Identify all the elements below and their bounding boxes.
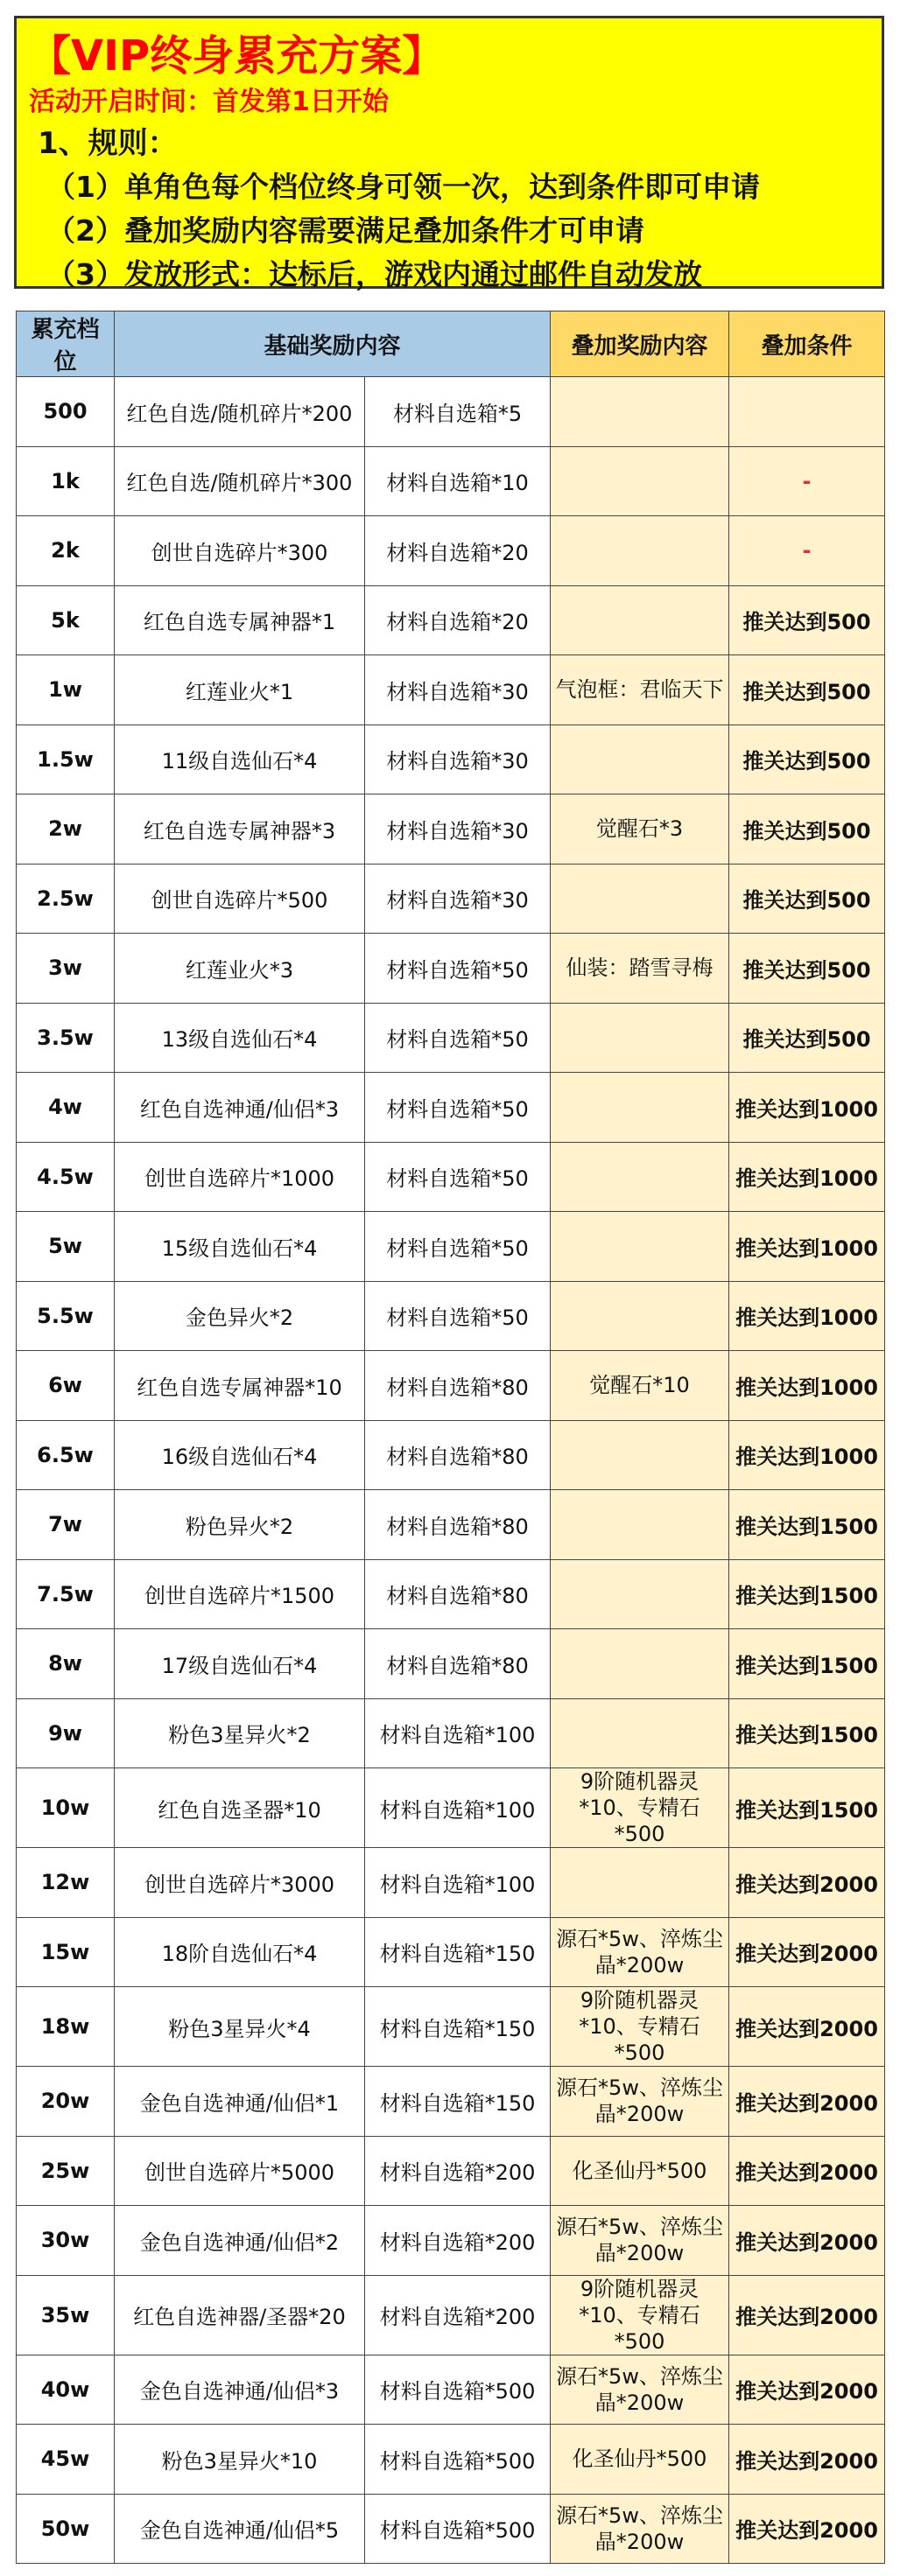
material-reward-cell: 材料自选箱*80 [365, 1629, 551, 1699]
condition-cell: 推关达到2000 [729, 2355, 885, 2425]
table-row [17, 1142, 885, 1212]
condition-cell: 推关达到2000 [729, 2067, 885, 2137]
base-reward-cell: 创世自选碎片*300 [115, 516, 365, 586]
table-row [17, 1212, 885, 1282]
condition-cell: 推关达到1000 [729, 1212, 885, 1282]
table-row [17, 377, 885, 447]
tier-cell: 500 [17, 377, 115, 447]
condition-cell: 推关达到1500 [729, 1698, 885, 1768]
tier-cell: 25w [17, 2136, 115, 2206]
material-reward-cell: 材料自选箱*200 [365, 2136, 551, 2206]
table-row [17, 1003, 885, 1073]
condition-cell: 推关达到2000 [729, 2425, 885, 2495]
material-reward-cell: 材料自选箱*50 [365, 934, 551, 1004]
condition-cell: 推关达到2000 [729, 2494, 885, 2564]
table-row [17, 1917, 885, 1987]
tier-cell: 6.5w [17, 1420, 115, 1490]
base-reward-cell: 红色自选圣器*10 [115, 1768, 365, 1848]
base-reward-cell: 金色自选神通/仙侣*5 [115, 2494, 365, 2564]
extra-reward-cell [551, 1420, 729, 1490]
condition-cell: 推关达到2000 [729, 1917, 885, 1987]
extra-reward-cell [551, 377, 729, 447]
material-reward-cell: 材料自选箱*80 [365, 1490, 551, 1560]
extra-reward-cell [551, 1629, 729, 1699]
extra-reward-cell [551, 446, 729, 516]
condition-cell: 推关达到2000 [729, 2136, 885, 2206]
table-row [17, 2206, 885, 2276]
condition-cell: 推关达到2000 [729, 2275, 885, 2355]
extra-reward-cell [551, 1848, 729, 1918]
table-row [17, 1351, 885, 1421]
table-row [17, 2275, 885, 2355]
tier-cell: 45w [17, 2425, 115, 2495]
table-row [17, 446, 885, 516]
rules-banner [14, 16, 884, 289]
table-row [17, 2425, 885, 2495]
condition-cell: 推关达到500 [729, 585, 885, 655]
tier-cell: 4.5w [17, 1142, 115, 1212]
base-reward-cell: 红莲业火*1 [115, 655, 365, 725]
tier-cell: 7.5w [17, 1559, 115, 1629]
extra-reward-cell: 9阶随机器灵*10、专精石*500 [551, 1768, 729, 1848]
table-row [17, 516, 885, 586]
table-row [17, 724, 885, 794]
material-reward-cell: 材料自选箱*20 [365, 585, 551, 655]
base-reward-cell: 粉色3星异火*10 [115, 2425, 365, 2495]
base-reward-cell: 创世自选碎片*1500 [115, 1559, 365, 1629]
tier-cell: 18w [17, 1987, 115, 2067]
reward-table [16, 311, 885, 2564]
table-row [17, 1698, 885, 1768]
base-reward-cell: 红莲业火*3 [115, 934, 365, 1004]
extra-reward-cell [551, 585, 729, 655]
tier-cell: 35w [17, 2275, 115, 2355]
tier-cell: 2k [17, 516, 115, 586]
rule-item-1: （1）单角色每个档位终身可领一次，达到条件即可申请 [46, 170, 760, 204]
page-title: 【VIP终身累充方案】 [29, 32, 445, 80]
extra-reward-cell [551, 1073, 729, 1143]
material-reward-cell: 材料自选箱*80 [365, 1351, 551, 1421]
table-header-row [17, 312, 885, 377]
header-tier: 累充档位 [17, 312, 115, 377]
table-row [17, 934, 885, 1004]
extra-reward-cell [551, 1559, 729, 1629]
base-reward-cell: 金色自选神通/仙侣*3 [115, 2355, 365, 2425]
rules-heading: 1、规则： [38, 126, 178, 161]
tier-cell: 4w [17, 1073, 115, 1143]
material-reward-cell: 材料自选箱*30 [365, 864, 551, 934]
condition-cell: 推关达到1000 [729, 1351, 885, 1421]
table-row [17, 1490, 885, 1560]
tier-cell: 5k [17, 585, 115, 655]
condition-cell: 推关达到1000 [729, 1281, 885, 1351]
extra-reward-cell: 源石*5w、淬炼尘晶*200w [551, 2355, 729, 2425]
tier-cell: 9w [17, 1698, 115, 1768]
base-reward-cell: 金色异火*2 [115, 1281, 365, 1351]
condition-cell: - [729, 446, 885, 516]
extra-reward-cell [551, 1698, 729, 1768]
extra-reward-cell [551, 724, 729, 794]
rule-item-2: （2）叠加奖励内容需要满足叠加条件才可申请 [46, 214, 644, 248]
base-reward-cell: 红色自选专属神器*1 [115, 585, 365, 655]
extra-reward-cell: 9阶随机器灵*10、专精石*500 [551, 1987, 729, 2067]
material-reward-cell: 材料自选箱*50 [365, 1142, 551, 1212]
tier-cell: 20w [17, 2067, 115, 2137]
material-reward-cell: 材料自选箱*50 [365, 1212, 551, 1282]
extra-reward-cell: 觉醒石*3 [551, 794, 729, 864]
material-reward-cell: 材料自选箱*100 [365, 1698, 551, 1768]
tier-cell: 3.5w [17, 1003, 115, 1073]
tier-cell: 5w [17, 1212, 115, 1282]
material-reward-cell: 材料自选箱*80 [365, 1420, 551, 1490]
tier-cell: 6w [17, 1351, 115, 1421]
extra-reward-cell: 气泡框：君临天下 [551, 655, 729, 725]
material-reward-cell: 材料自选箱*200 [365, 2275, 551, 2355]
condition-cell: - [729, 516, 885, 586]
extra-reward-cell: 觉醒石*10 [551, 1351, 729, 1421]
extra-reward-cell [551, 1003, 729, 1073]
condition-cell: 推关达到1500 [729, 1490, 885, 1560]
base-reward-cell: 粉色3星异火*4 [115, 1987, 365, 2067]
base-reward-cell: 18阶自选仙石*4 [115, 1917, 365, 1987]
base-reward-cell: 红色自选神通/仙侣*3 [115, 1073, 365, 1143]
base-reward-cell: 17级自选仙石*4 [115, 1629, 365, 1699]
table-row [17, 1987, 885, 2067]
extra-reward-cell: 源石*5w、淬炼尘晶*200w [551, 2067, 729, 2137]
material-reward-cell: 材料自选箱*30 [365, 655, 551, 725]
material-reward-cell: 材料自选箱*20 [365, 516, 551, 586]
tier-cell: 1k [17, 446, 115, 516]
base-reward-cell: 13级自选仙石*4 [115, 1003, 365, 1073]
base-reward-cell: 金色自选神通/仙侣*1 [115, 2067, 365, 2137]
extra-reward-cell [551, 1212, 729, 1282]
condition-cell: 推关达到1500 [729, 1768, 885, 1848]
header-extra-reward: 叠加奖励内容 [551, 312, 729, 377]
condition-cell: 推关达到500 [729, 724, 885, 794]
header-condition: 叠加条件 [729, 312, 885, 377]
base-reward-cell: 创世自选碎片*3000 [115, 1848, 365, 1918]
table-row [17, 1768, 885, 1848]
condition-cell: 推关达到1500 [729, 1559, 885, 1629]
tier-cell: 10w [17, 1768, 115, 1848]
extra-reward-cell: 9阶随机器灵*10、专精石*500 [551, 2275, 729, 2355]
material-reward-cell: 材料自选箱*100 [365, 1848, 551, 1918]
base-reward-cell: 红色自选专属神器*3 [115, 794, 365, 864]
base-reward-cell: 粉色3星异火*2 [115, 1698, 365, 1768]
extra-reward-cell: 化圣仙丹*500 [551, 2136, 729, 2206]
table-row [17, 2355, 885, 2425]
extra-reward-cell: 仙装：踏雪寻梅 [551, 934, 729, 1004]
material-reward-cell: 材料自选箱*500 [365, 2355, 551, 2425]
material-reward-cell: 材料自选箱*80 [365, 1559, 551, 1629]
material-reward-cell: 材料自选箱*100 [365, 1768, 551, 1848]
base-reward-cell: 创世自选碎片*1000 [115, 1142, 365, 1212]
base-reward-cell: 11级自选仙石*4 [115, 724, 365, 794]
material-reward-cell: 材料自选箱*50 [365, 1073, 551, 1143]
material-reward-cell: 材料自选箱*5 [365, 377, 551, 447]
table-row [17, 585, 885, 655]
base-reward-cell: 红色自选/随机碎片*200 [115, 377, 365, 447]
material-reward-cell: 材料自选箱*200 [365, 2206, 551, 2276]
tier-cell: 2.5w [17, 864, 115, 934]
event-start-time: 活动开启时间：首发第1日开始 [29, 87, 389, 117]
base-reward-cell: 16级自选仙石*4 [115, 1420, 365, 1490]
extra-reward-cell [551, 1142, 729, 1212]
condition-cell: 推关达到1000 [729, 1420, 885, 1490]
material-reward-cell: 材料自选箱*150 [365, 2067, 551, 2137]
tier-cell: 12w [17, 1848, 115, 1918]
condition-cell: 推关达到1000 [729, 1073, 885, 1143]
table-row [17, 2136, 885, 2206]
tier-cell: 3w [17, 934, 115, 1004]
extra-reward-cell [551, 864, 729, 934]
material-reward-cell: 材料自选箱*500 [365, 2425, 551, 2495]
tier-cell: 5.5w [17, 1281, 115, 1351]
material-reward-cell: 材料自选箱*50 [365, 1281, 551, 1351]
tier-cell: 50w [17, 2494, 115, 2564]
table-row [17, 1420, 885, 1490]
material-reward-cell: 材料自选箱*30 [365, 794, 551, 864]
tier-cell: 15w [17, 1917, 115, 1987]
condition-cell [729, 377, 885, 447]
condition-cell: 推关达到500 [729, 864, 885, 934]
material-reward-cell: 材料自选箱*10 [365, 446, 551, 516]
tier-cell: 1w [17, 655, 115, 725]
base-reward-cell: 金色自选神通/仙侣*2 [115, 2206, 365, 2276]
rule-item-3: （3）发放形式：达标后，游戏内通过邮件自动发放 [46, 257, 702, 291]
base-reward-cell: 红色自选/随机碎片*300 [115, 446, 365, 516]
table-row [17, 1073, 885, 1143]
table-row [17, 794, 885, 864]
condition-cell: 推关达到500 [729, 1003, 885, 1073]
tier-cell: 30w [17, 2206, 115, 2276]
condition-cell: 推关达到500 [729, 794, 885, 864]
extra-reward-cell: 源石*5w、淬炼尘晶*200w [551, 1917, 729, 1987]
table-body [17, 377, 885, 2564]
condition-cell: 推关达到2000 [729, 1987, 885, 2067]
condition-cell: 推关达到1000 [729, 1142, 885, 1212]
base-reward-cell: 红色自选专属神器*10 [115, 1351, 365, 1421]
extra-reward-cell [551, 1490, 729, 1560]
table-row [17, 1559, 885, 1629]
condition-cell: 推关达到2000 [729, 1848, 885, 1918]
condition-cell: 推关达到500 [729, 934, 885, 1004]
base-reward-cell: 15级自选仙石*4 [115, 1212, 365, 1282]
material-reward-cell: 材料自选箱*150 [365, 1987, 551, 2067]
material-reward-cell: 材料自选箱*30 [365, 724, 551, 794]
table-row [17, 2067, 885, 2137]
table-row [17, 1281, 885, 1351]
extra-reward-cell: 化圣仙丹*500 [551, 2425, 729, 2495]
table-row [17, 655, 885, 725]
extra-reward-cell: 源石*5w、淬炼尘晶*200w [551, 2206, 729, 2276]
extra-reward-cell: 源石*5w、淬炼尘晶*200w [551, 2494, 729, 2564]
tier-cell: 40w [17, 2355, 115, 2425]
extra-reward-cell [551, 1281, 729, 1351]
table-row [17, 1848, 885, 1918]
table-row [17, 864, 885, 934]
material-reward-cell: 材料自选箱*500 [365, 2494, 551, 2564]
tier-cell: 2w [17, 794, 115, 864]
material-reward-cell: 材料自选箱*150 [365, 1917, 551, 1987]
header-base-reward: 基础奖励内容 [115, 312, 551, 377]
material-reward-cell: 材料自选箱*50 [365, 1003, 551, 1073]
tier-cell: 1.5w [17, 724, 115, 794]
base-reward-cell: 粉色异火*2 [115, 1490, 365, 1560]
tier-cell: 7w [17, 1490, 115, 1560]
condition-cell: 推关达到1500 [729, 1629, 885, 1699]
condition-cell: 推关达到2000 [729, 2206, 885, 2276]
table-row [17, 1629, 885, 1699]
table-row [17, 2494, 885, 2564]
base-reward-cell: 创世自选碎片*5000 [115, 2136, 365, 2206]
tier-cell: 8w [17, 1629, 115, 1699]
condition-cell: 推关达到500 [729, 655, 885, 725]
base-reward-cell: 创世自选碎片*500 [115, 864, 365, 934]
extra-reward-cell [551, 516, 729, 586]
base-reward-cell: 红色自选神器/圣器*20 [115, 2275, 365, 2355]
